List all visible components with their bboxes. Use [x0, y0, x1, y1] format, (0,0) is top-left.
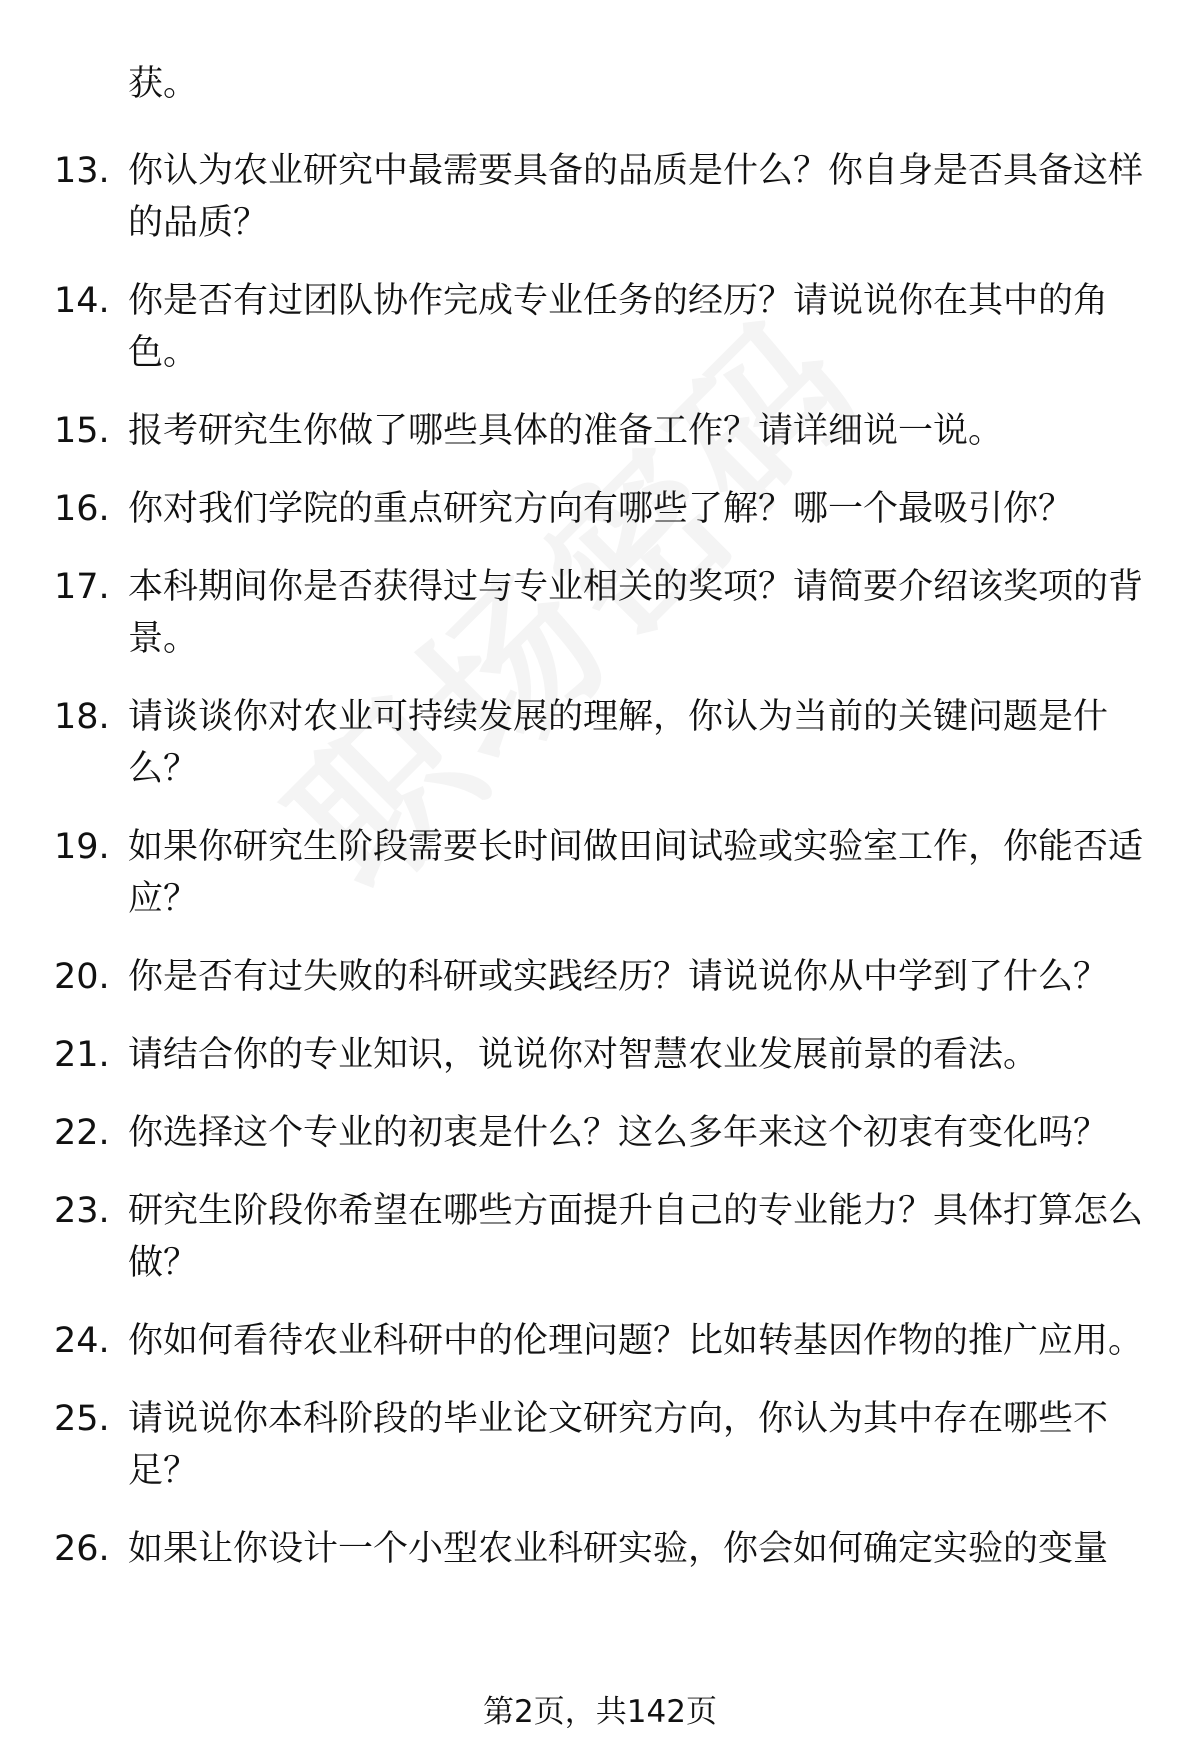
question-number: 26.: [54, 1529, 110, 1569]
question-text: 请谈谈你对农业可持续发展的理解，你认为当前的关键问题是什么？: [128, 697, 1109, 789]
question-list: [0, 145, 1200, 1601]
question-item: [0, 1523, 1200, 1575]
question-item: [0, 691, 1200, 795]
page-footer: 第2页，共142页: [483, 1694, 717, 1730]
question-number: 19.: [54, 827, 110, 867]
question-text: 如果让你设计一个小型农业科研实验，你会如何确定实验的变量: [128, 1529, 1109, 1569]
question-text: 研究生阶段你希望在哪些方面提升自己的专业能力？具体打算怎么做？: [128, 1191, 1144, 1283]
question-number: 17.: [54, 567, 110, 607]
question-text: 如果你研究生阶段需要长时间做田间试验或实验室工作，你能否适应？: [128, 827, 1144, 919]
question-text: 你是否有过团队协作完成专业任务的经历？请说说你在其中的角色。: [128, 281, 1109, 373]
question-number: 20.: [54, 957, 110, 997]
question-text: 请结合你的专业知识，说说你对智慧农业发展前景的看法。: [128, 1035, 1039, 1075]
question-item: [0, 405, 1200, 457]
question-number: 13.: [54, 151, 110, 191]
question-item: [0, 1185, 1200, 1289]
question-item: [0, 275, 1200, 379]
question-number: 21.: [54, 1035, 110, 1075]
question-number: 15.: [54, 411, 110, 451]
question-number: 22.: [54, 1113, 110, 1153]
question-item: [0, 1029, 1200, 1081]
question-item: [0, 1315, 1200, 1367]
question-number: 24.: [54, 1321, 110, 1361]
continued-text: 获。: [128, 64, 199, 104]
question-number: 18.: [54, 697, 110, 737]
question-text: 你认为农业研究中最需要具备的品质是什么？你自身是否具备这样的品质？: [128, 151, 1144, 243]
question-text: 你如何看待农业科研中的伦理问题？比如转基因作物的推广应用。: [128, 1321, 1144, 1361]
question-item: [0, 1107, 1200, 1159]
question-item: [0, 1393, 1200, 1497]
question-item: [0, 561, 1200, 665]
question-text: 你是否有过失败的科研或实践经历？请说说你从中学到了什么？: [128, 957, 1109, 997]
question-number: 16.: [54, 489, 110, 529]
question-text: 本科期间你是否获得过与专业相关的奖项？请简要介绍该奖项的背景。: [128, 567, 1144, 659]
question-text: 你选择这个专业的初衷是什么？这么多年来这个初衷有变化吗？: [128, 1113, 1109, 1153]
question-text: 报考研究生你做了哪些具体的准备工作？请详细说一说。: [128, 411, 1004, 451]
question-item: [0, 483, 1200, 535]
question-number: 14.: [54, 281, 110, 321]
question-item: [0, 821, 1200, 925]
question-number: 23.: [54, 1191, 110, 1231]
question-item: [0, 145, 1200, 249]
question-item: [0, 951, 1200, 1003]
question-text: 你对我们学院的重点研究方向有哪些了解？哪一个最吸引你？: [128, 489, 1074, 529]
question-number: 25.: [54, 1399, 110, 1439]
question-text: 请说说你本科阶段的毕业论文研究方向，你认为其中存在哪些不足？: [128, 1399, 1109, 1491]
